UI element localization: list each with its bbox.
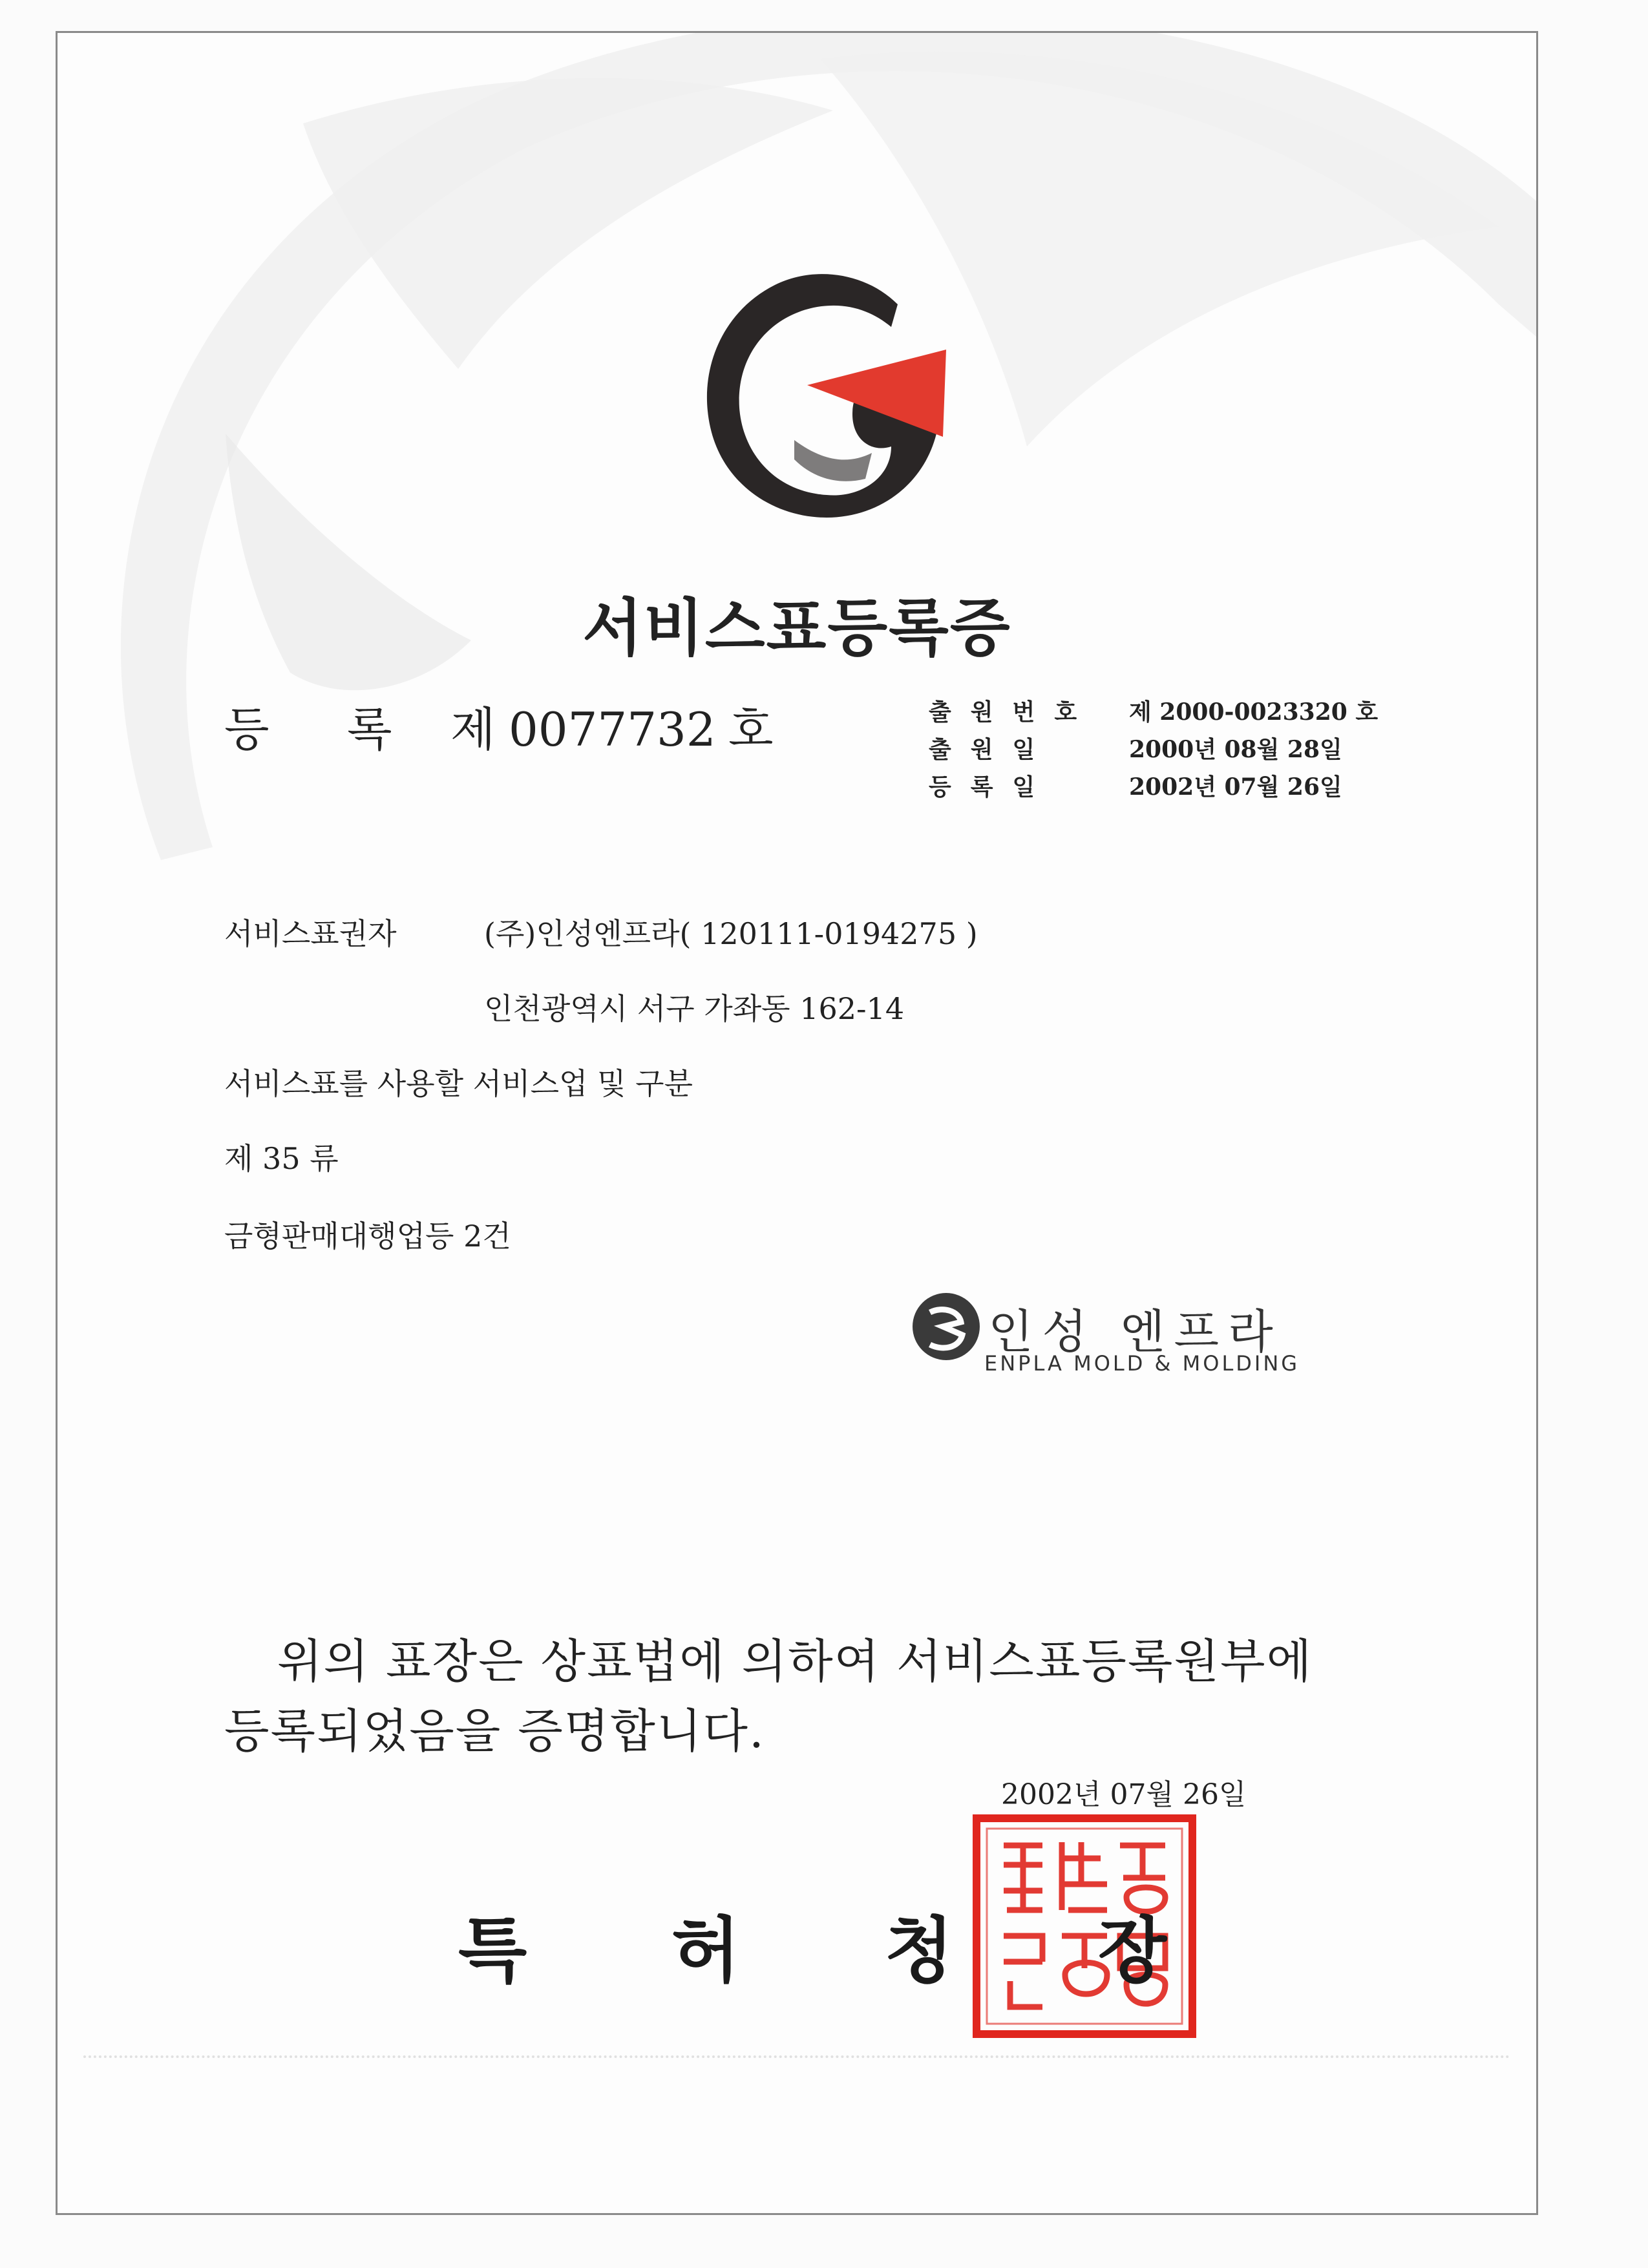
application-meta <box>929 693 1379 806</box>
meta-label: 출원번호 <box>929 698 1097 726</box>
registration-prefix-1: 등 <box>224 702 269 757</box>
registration-suffix: 호 <box>728 702 774 757</box>
meta-row <box>929 768 1349 806</box>
government-emblem-icon <box>678 246 1014 543</box>
meta-label: 출원일 <box>929 736 1055 763</box>
services-class: 제 35 류 <box>224 1141 339 1176</box>
issuer-char-3: 청 <box>885 1909 954 1992</box>
meta-value: 2000년 08월 28일 <box>1129 736 1342 763</box>
holder-label: 서비스표권자 <box>224 916 397 951</box>
issuer-char-1: 특 <box>458 1909 527 1992</box>
registration-prefix-3: 제 <box>450 702 496 757</box>
company-logo-subtitle: ENPLA MOLD & MOLDING <box>984 1351 1300 1376</box>
registration-prefix-2: 록 <box>347 702 392 757</box>
meta-value: 제 2000-0023320 호 <box>1129 698 1379 726</box>
issue-date: 2002년 07월 26일 <box>1001 1778 1247 1811</box>
holder-address: 인천광역시 서구 가좌동 162-14 <box>484 991 905 1026</box>
issuer-char-4: 장 <box>1098 1909 1167 1992</box>
holder-name: (주)인성엔프라( 120111-0194275 ) <box>484 916 978 951</box>
meta-row <box>929 731 1349 768</box>
services-goods: 금형판매대행업등 2건 <box>224 1219 511 1254</box>
document-title: 서비스표등록증 <box>582 592 1011 664</box>
services-heading: 서비스표를 사용할 서비스업 및 구분 <box>224 1066 693 1101</box>
bottom-dotted-divider <box>83 2055 1510 2058</box>
issuer-char-2: 허 <box>671 1909 741 1992</box>
issuing-authority <box>458 1894 1311 1996</box>
meta-row <box>929 693 1379 731</box>
company-logo-name: 인성 엔프라 <box>988 1305 1282 1359</box>
certification-line-1: 위의 표장은 상표법에 의하여 서비스표등록원부에 <box>277 1634 1313 1688</box>
meta-label: 등록일 <box>929 773 1055 801</box>
certification-line-2: 등록되었음을 증명합니다. <box>224 1704 765 1758</box>
registration-number-line <box>224 692 774 759</box>
meta-value: 2002년 07월 26일 <box>1129 773 1342 801</box>
certificate-frame <box>56 31 1538 2215</box>
registration-number: 0077732 <box>509 702 716 757</box>
